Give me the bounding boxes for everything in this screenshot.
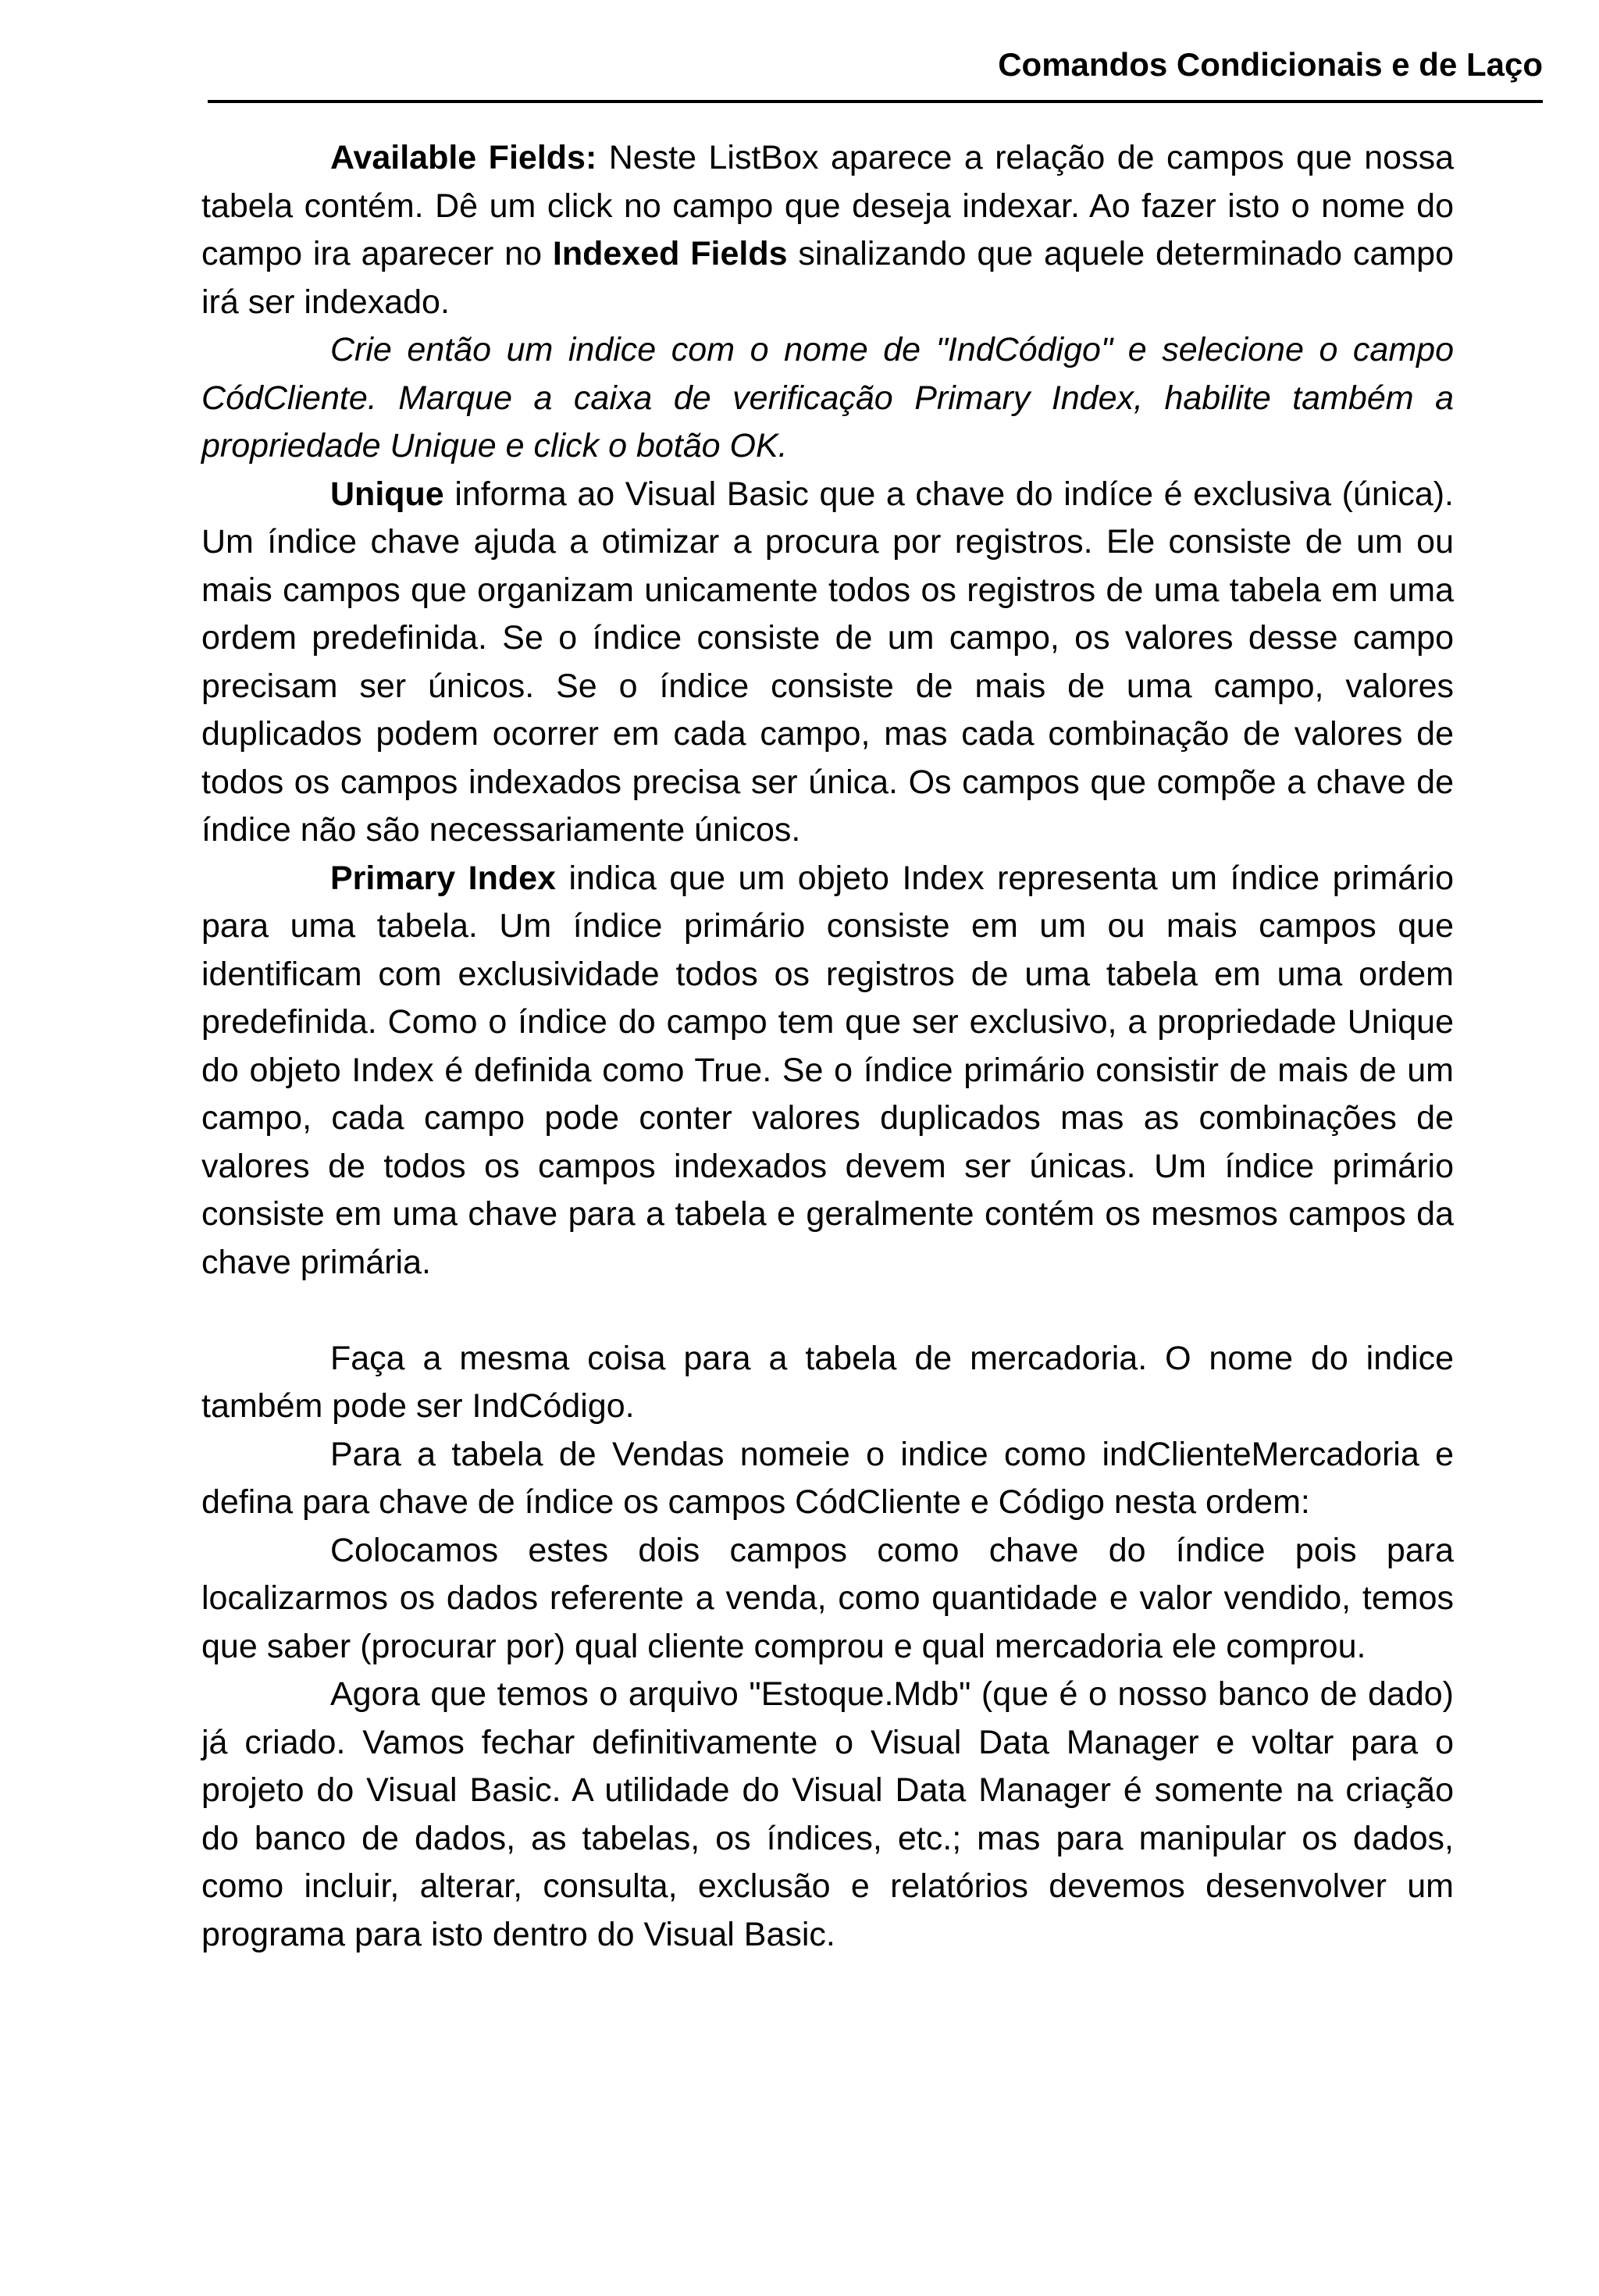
document-body [201,134,1454,1959]
paragraph-primary-index [201,855,1454,1287]
term-indexed-fields: Indexed Fields [552,235,788,272]
paragraph-available-fields [201,134,1454,326]
paragraph-unique [201,471,1454,855]
header-rule [208,100,1543,103]
paragraph-text: indica que um objeto Index representa um índice primário para uma tabela. Um índice primário consiste em um ou mais campos que identificam com exclusividade todos os registros de uma tabela em uma ordem predefinida. Como o índice do campo tem que ser exclusivo, a propriedade Unique do objeto Index é definida como True. Se o índice primário consistir de mais de um campo, cada campo pode conter valores duplicados mas as combinações de valores de todos os campos indexados devem ser únicas. Um índice primário consiste em uma chave para a tabela e geralmente contém os mesmos campos da chave primária. [201,859,1454,1281]
paragraph-text: sinalizando que aquele determinado campo irá ser indexado. [201,235,1454,321]
paragraph-vendas: Para a tabela de Vendas nomeie o indice como indClienteMercadoria e defina para chave de índice os campos CódCliente e Código nesta ordem: [201,1435,1454,1521]
term-available-fields: Available Fields: [330,139,597,176]
term-unique: Unique [330,475,444,513]
paragraph-text: informa ao Visual Basic que a chave do indíce é exclusiva (única). Um índice chave ajuda a otimizar a procura por registros. Ele consiste de um ou mais campos que organizam unicamente todos os registros de uma tabela em uma ordem predefinida. Se o índice consiste de um campo, os valores desse campo precisam ser únicos. Se o índice consiste de mais de uma campo, valores duplicados podem ocorrer em cada campo, mas cada combinação de valores de todos os campos indexados precisa ser única. Os campos que compõe a chave de índice não são necessariamente únicos. [201,475,1454,849]
term-primary-index: Primary Index [330,859,556,897]
paragraph-instruction: Crie então um indice com o nome de "IndCódigo" e selecione o campo CódCliente. Marque a caixa de verificação Primary Index, habilite também a propriedade Unique e click o botão OK. [201,331,1454,465]
page-header-title: Comandos Condicionais e de Laço [998,46,1543,83]
paragraph-chave: Colocamos estes dois campos como chave do índice pois para localizarmos os dados referente a venda, como quantidade e valor vendido, temos que saber (procurar por) qual cliente comprou e qual mercadoria ele comprou. [201,1531,1454,1665]
paragraph-estoque: Agora que temos o arquivo "Estoque.Mdb" (que é o nosso banco de dado) já criado. Vamos fechar definitivamente o Visual Data Manager e voltar para o projeto do Visual Basic. A utilidade do Visual Data Manager é somente na criação do banco de dados, as tabelas, os índices, etc.; mas para manipular os dados, como incluir, alterar, consulta, exclusão e relatórios devemos desenvolver um programa para isto dentro do Visual Basic. [201,1675,1454,1953]
paragraph-mercadoria: Faça a mesma coisa para a tabela de mercadoria. O nome do indice também pode ser IndCódigo. [201,1339,1454,1425]
paragraph-text: Neste ListBox aparece a relação de campos que nossa tabela contém. Dê um click no campo que deseja indexar. Ao fazer isto o nome do campo ira aparecer no [201,139,1454,272]
